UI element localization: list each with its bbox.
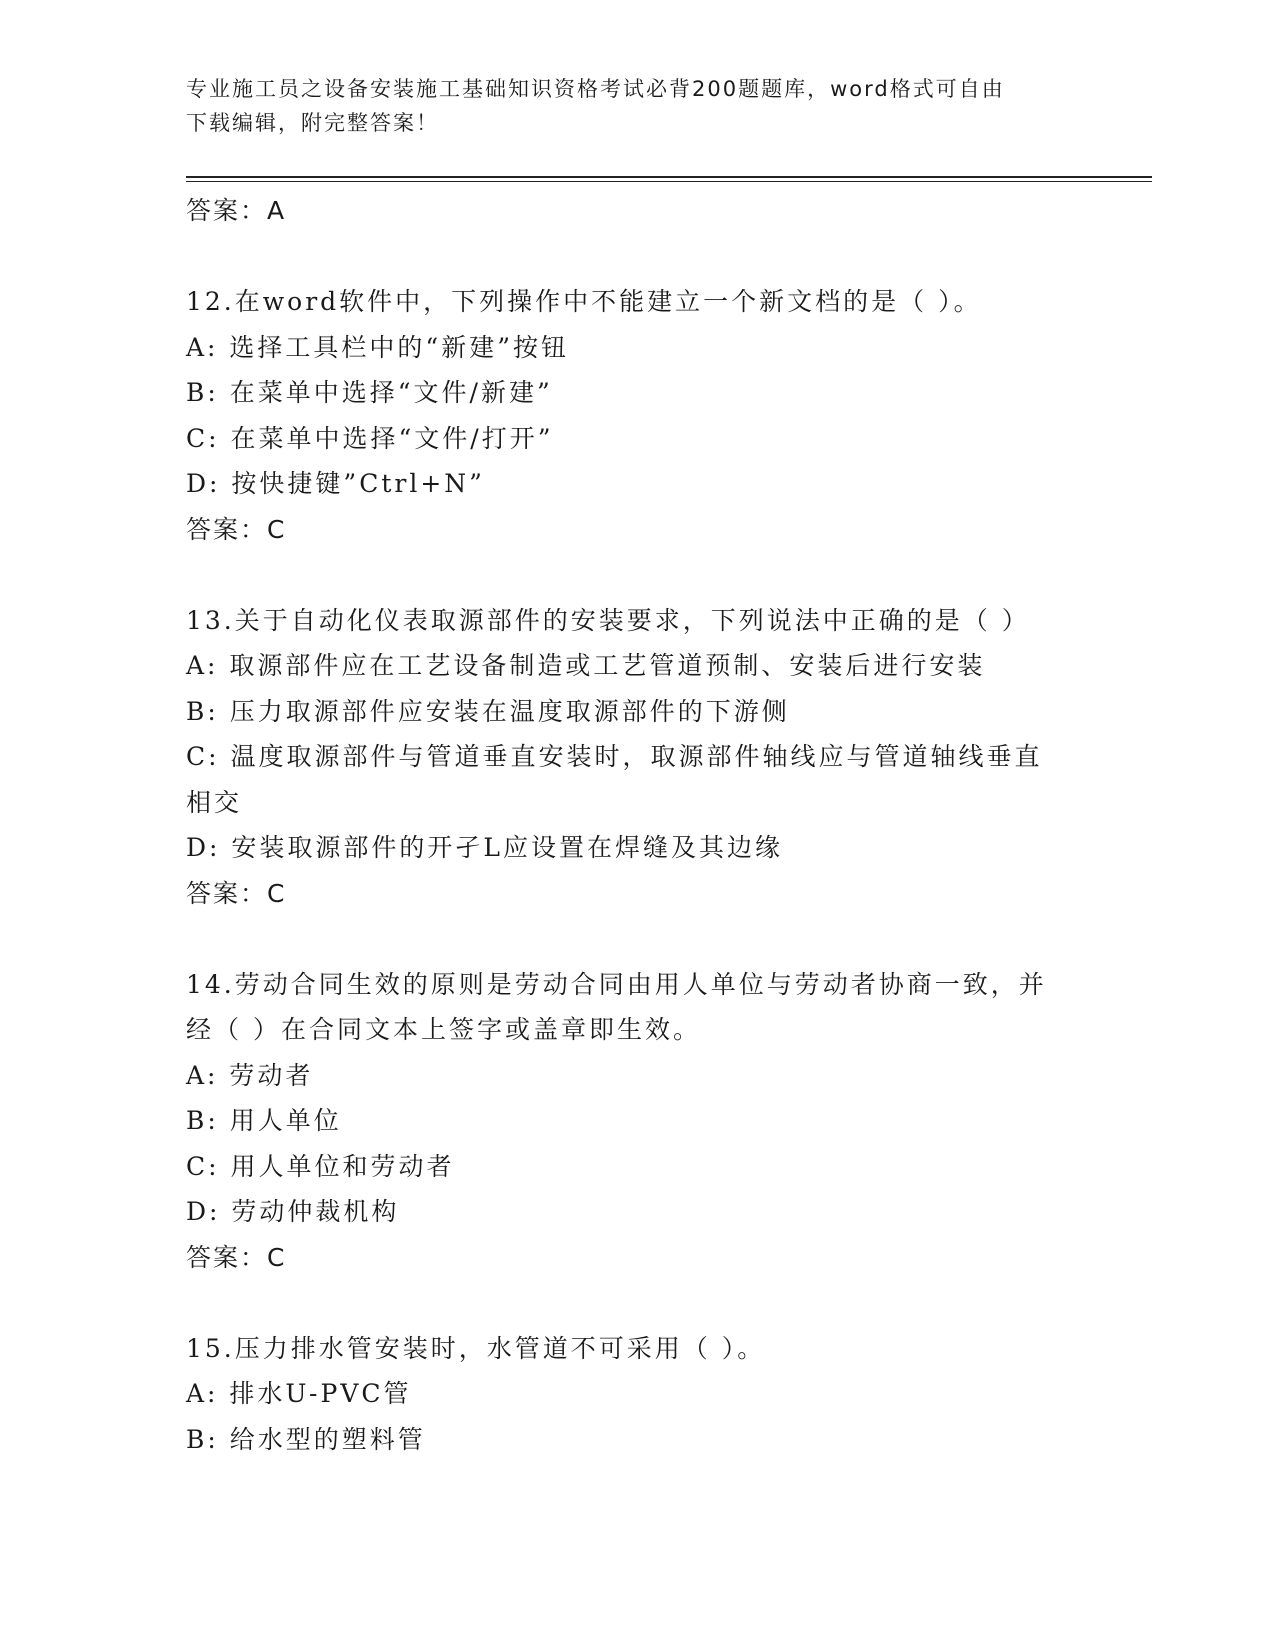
header-title-line-1: 专业施工员之设备安装施工基础知识资格考试必背200题题库，word格式可自由 <box>186 77 1005 101</box>
header-divider <box>186 176 1152 178</box>
option-b: B: 压力取源部件应安装在温度取源部件的下游侧 <box>186 696 790 726</box>
option-d: D: 劳动仲裁机构 <box>186 1197 400 1226</box>
option-a: A: 选择工具栏中的“新建”按钮 <box>186 332 569 362</box>
question-list <box>186 188 1086 1462</box>
option-c: C: 温度取源部件与管道垂直安装时，取源部件轴线应与管道轴线垂直 <box>186 742 1043 771</box>
answer-line: 答案：C <box>186 878 287 908</box>
option-c: C: 在菜单中选择“文件/打开” <box>186 423 554 453</box>
option-d: D: 安装取源部件的开孑L应设置在焊缝及其边缘 <box>186 833 784 862</box>
question-13 <box>186 598 1086 917</box>
question-15 <box>186 1326 1086 1463</box>
option-a: A: 排水U-PVC管 <box>186 1379 412 1408</box>
answer-line: 答案：C <box>186 514 287 544</box>
question-stem-line-2: 经（ ）在合同文本上签字或盖章即生效。 <box>186 1015 701 1044</box>
header-divider-thin <box>186 181 1152 182</box>
page-header <box>186 72 1086 140</box>
question-stem: 12.在word软件中，下列操作中不能建立一个新文档的是（ ）。 <box>186 287 982 316</box>
question-12 <box>186 279 1086 552</box>
option-b: B: 用人单位 <box>186 1106 342 1135</box>
question-14 <box>186 962 1086 1281</box>
answer-line: 答案：C <box>186 1242 287 1272</box>
option-a: A: 劳动者 <box>186 1060 314 1090</box>
option-b: B: 在菜单中选择“文件/新建” <box>186 378 553 407</box>
option-b: B: 给水型的塑料管 <box>186 1424 426 1454</box>
answer-line: 答案：A <box>186 196 287 225</box>
question-stem: 15.压力排水管安装时，水管道不可采用（ ）。 <box>186 1333 766 1363</box>
question-stem: 13.关于自动化仪表取源部件的安装要求，下列说法中正确的是（ ） <box>186 605 1030 635</box>
option-c: C: 用人单位和劳动者 <box>186 1151 455 1181</box>
header-title-line-2: 下载编辑，附完整答案！ <box>186 111 439 135</box>
option-d: D: 按快捷键”Ctrl+N” <box>186 469 485 498</box>
question-stem-line-1: 14.劳动合同生效的原则是劳动合同由用人单位与劳动者协商一致，并 <box>186 969 1047 999</box>
option-a: A: 取源部件应在工艺设备制造或工艺管道预制、安装后进行安装 <box>186 651 986 680</box>
option-c-continued: 相交 <box>186 787 243 817</box>
